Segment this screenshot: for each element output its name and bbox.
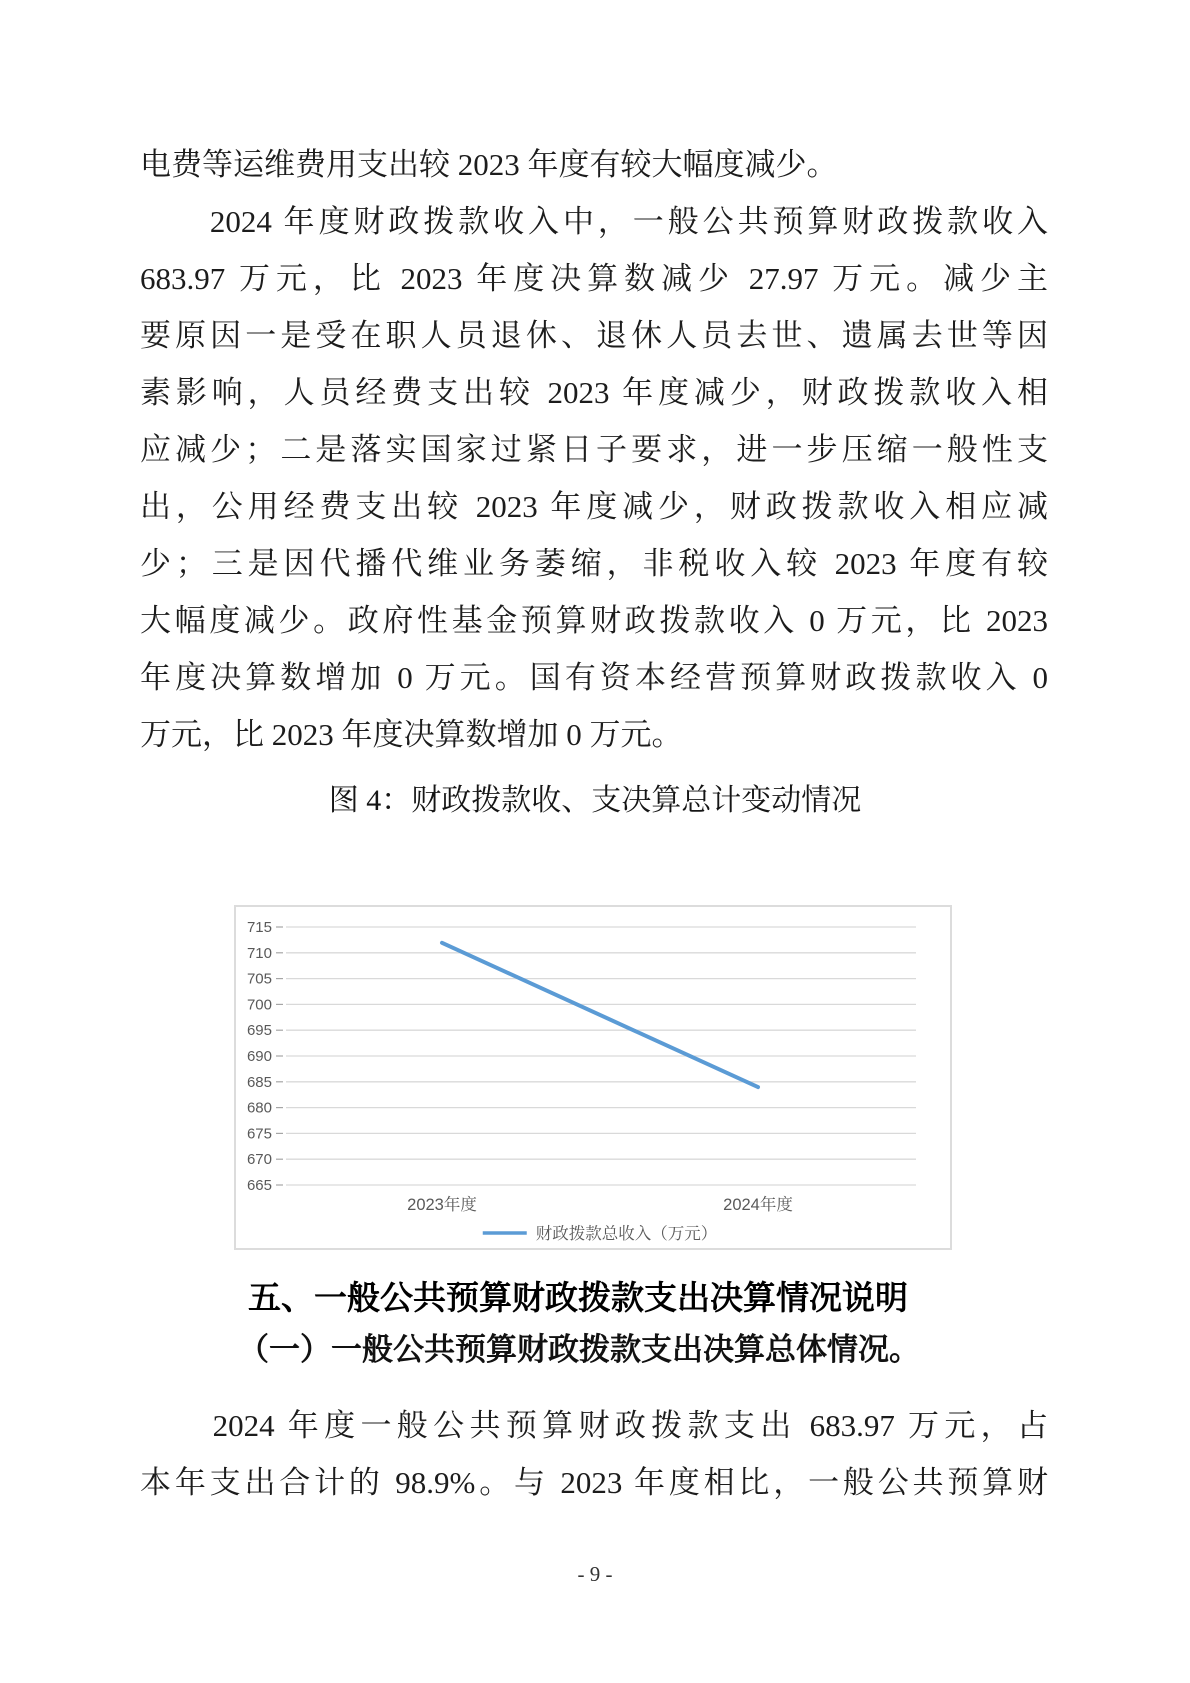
y-tick-label: 710 <box>246 944 272 962</box>
series-line <box>442 943 758 1087</box>
paragraph <box>140 136 1048 193</box>
section-paragraph <box>140 1397 1048 1511</box>
text-line: 万元，比 2023 年度决算数增加 0 万元。 <box>140 717 683 752</box>
y-tick-label: 700 <box>246 996 272 1014</box>
text-line: 年度决算数增加 0 万元。国有资本经营预算财政拨款收入 0 <box>140 660 1048 695</box>
text-line: 2024 年度一般公共预算财政拨款支出 683.97 万元，占 <box>140 1408 1048 1443</box>
x-category-label: 2024年度 <box>723 1196 793 1214</box>
y-tick-label: 680 <box>246 1099 272 1117</box>
text-line: 少；三是因代播代维业务萎缩，非税收入较 2023 年度有较 <box>140 546 1048 581</box>
text-line: 本年支出合计的 98.9%。与 2023 年度相比，一般公共预算财 <box>140 1465 1048 1500</box>
text-line: 应减少；二是落实国家过紧日子要求，进一步压缩一般性支 <box>140 432 1048 467</box>
page-number: - 9 - <box>577 1562 613 1586</box>
text-line: 大幅度减少。政府性基金预算财政拨款收入 0 万元，比 2023 <box>140 603 1048 638</box>
text-line: 要原因一是受在职人员退休、退休人员去世、遗属去世等因 <box>140 318 1048 353</box>
figure-caption: 图 4：财政拨款收、支决算总计变动情况 <box>328 784 862 817</box>
y-tick-label: 675 <box>246 1125 272 1143</box>
body-paragraphs <box>140 136 1048 763</box>
section-subheading: （一）一般公共预算财政拨款支出决算总体情况。 <box>238 1332 920 1367</box>
text-line: 出，公用经费支出较 2023 年度减少，财政拨款收入相应减 <box>140 489 1048 524</box>
chart-canvas <box>236 907 950 1248</box>
paragraph <box>140 1397 1048 1511</box>
paragraph <box>140 193 1048 763</box>
y-tick-label: 695 <box>246 1022 272 1040</box>
x-category-label: 2023年度 <box>407 1196 477 1214</box>
y-tick-label: 715 <box>246 919 272 936</box>
y-tick-label: 665 <box>246 1177 272 1194</box>
y-tick-label: 690 <box>246 1048 272 1065</box>
text-line: 2024 年度财政拨款收入中，一般公共预算财政拨款收入 <box>140 204 1048 239</box>
y-tick-label: 685 <box>246 1073 272 1091</box>
section-heading: 五、一般公共预算财政拨款支出决算情况说明 <box>248 1279 908 1316</box>
text-line: 电费等运维费用支出较 2023 年度有较大幅度减少。 <box>140 147 838 182</box>
line-chart <box>234 905 952 1250</box>
text-line: 素影响，人员经费支出较 2023 年度减少，财政拨款收入相 <box>140 375 1048 410</box>
y-tick-label: 670 <box>246 1151 272 1169</box>
legend-label: 财政拨款总收入（万元） <box>535 1225 718 1243</box>
text-line: 683.97 万元，比 2023 年度决算数减少 27.97 万元。减少主 <box>140 261 1048 296</box>
y-tick-label: 705 <box>246 970 272 988</box>
